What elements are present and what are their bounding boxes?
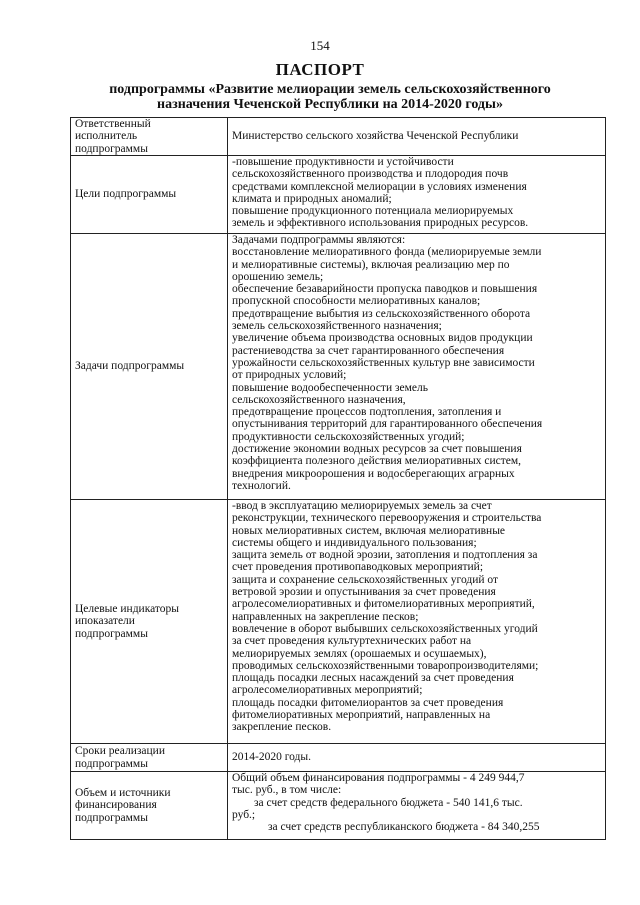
value-line: проводимых сельскохозяйственными товаропроизводителями; bbox=[232, 659, 539, 672]
table-row bbox=[71, 156, 606, 234]
row-label bbox=[71, 234, 228, 500]
table-row bbox=[71, 118, 606, 156]
value-line: орошению земель; bbox=[232, 270, 324, 283]
row-value bbox=[228, 500, 606, 744]
value-line: увеличение объема производства основных видов продукции bbox=[232, 332, 533, 345]
value-line: предотвращение выбытия из сельскохозяйственного оборота bbox=[232, 307, 531, 320]
label-line: Целевые индикаторы bbox=[75, 603, 180, 616]
row-value bbox=[228, 118, 606, 156]
label-line: подпрограммы bbox=[75, 142, 148, 155]
table-row bbox=[71, 234, 606, 500]
label-line: подпрограммы bbox=[75, 757, 148, 770]
value-line: достижение экономии водных ресурсов за счет повышения bbox=[232, 443, 522, 456]
label-line: Сроки реализации bbox=[75, 745, 165, 758]
subtitle-line: назначения Чеченской Республики на 2014-2020 годы» bbox=[157, 97, 503, 112]
value-line: за счет средств республиканского бюджета - 84 340,255 bbox=[268, 821, 540, 834]
label-line: финансирования bbox=[75, 799, 157, 812]
value-line: защита и сохранение сельскохозяйственных угодий от bbox=[232, 573, 499, 586]
value-line: вовлечение в оборот выбывших сельскохозяйственных угодий bbox=[232, 622, 538, 635]
label-line: подпрограммы bbox=[75, 811, 148, 824]
document-subtitle bbox=[60, 82, 600, 112]
value-line: Задачами подпрограммы являются: bbox=[232, 234, 406, 246]
value-line: реконструкции, технического перевооружения и строительства bbox=[232, 512, 542, 525]
value-line: от природных условий; bbox=[232, 369, 347, 382]
row-label bbox=[71, 118, 228, 156]
value-line: фитомелиоративных мероприятий, направленных на bbox=[232, 709, 491, 722]
value-line: предотвращение процессов подтопления, затопления и bbox=[232, 406, 502, 419]
value-line: средствами комплексной мелиорации в условиях изменения bbox=[232, 180, 527, 193]
document-title: ПАСПОРТ bbox=[275, 60, 365, 79]
label-line: Ответственный bbox=[75, 118, 151, 131]
row-label bbox=[71, 772, 228, 840]
label-line: Объем и источники bbox=[75, 787, 171, 800]
value-line: внедрения микроорошения и водосберегающих аграрных bbox=[232, 467, 515, 480]
row-value bbox=[228, 234, 606, 500]
value-line: 2014-2020 годы. bbox=[232, 751, 312, 764]
row-label bbox=[71, 156, 228, 234]
value-line: растениеводства за счет гарантированного обеспечения bbox=[232, 344, 505, 357]
value-line: счет проведения противопаводковых мероприятий; bbox=[232, 561, 484, 574]
label-line: Цели подпрограммы bbox=[75, 188, 177, 201]
value-line: агролесомелиоративных и фитомелиоративных мероприятий, bbox=[232, 598, 535, 611]
value-line: мелиорируемых землях (орошаемых и осушаемых), bbox=[232, 647, 487, 660]
value-line: защита земель от водной эрозии, затопления и подтопления за bbox=[232, 549, 538, 562]
label-line: исполнитель bbox=[75, 130, 138, 143]
value-line: технологий. bbox=[232, 479, 291, 492]
value-line: климата и природных аномалий; bbox=[232, 192, 392, 205]
value-line: -ввод в эксплуатацию мелиорируемых земель за счет bbox=[232, 500, 492, 512]
table-row bbox=[71, 744, 606, 772]
value-line: сельскохозяйственного производства и плодородия почв bbox=[232, 168, 509, 181]
row-label bbox=[71, 744, 228, 772]
value-line: Министерство сельского хозяйства Чеченской Республики bbox=[232, 130, 519, 143]
row-label bbox=[71, 500, 228, 744]
label-line: Задачи подпрограммы bbox=[75, 360, 185, 373]
table-row bbox=[71, 772, 606, 840]
label-line: ипоказатели bbox=[75, 615, 135, 628]
value-line: опустынивания территорий для гарантированного обеспечения bbox=[232, 418, 543, 431]
value-line: направленных на закрепление песков; bbox=[232, 610, 419, 623]
row-value bbox=[228, 744, 606, 772]
value-line: за счет проведения культуртехнических работ на bbox=[232, 635, 472, 648]
value-line: системы общего и индивидуального пользования; bbox=[232, 536, 477, 549]
value-line: ветровой эрозии и опустынивания за счет проведения bbox=[232, 586, 496, 599]
value-line: коэффициента полезного действия мелиоративных систем, bbox=[232, 455, 522, 468]
passport-table bbox=[70, 117, 606, 840]
value-line: агролесомелиоративных мероприятий; bbox=[232, 684, 423, 697]
value-line: Общий объем финансирования подпрограммы - 4 249 944,7 bbox=[232, 772, 525, 784]
value-line: восстановление мелиоративного фонда (мелиорируемые земли bbox=[232, 246, 542, 259]
value-line: тыс. руб., в том числе: bbox=[232, 784, 342, 797]
label-line: подпрограммы bbox=[75, 627, 148, 640]
value-line: руб.; bbox=[232, 808, 256, 821]
table-row bbox=[71, 500, 606, 744]
value-line: сельскохозяйственного назначения, bbox=[232, 393, 406, 406]
page-number: 154 bbox=[310, 38, 330, 53]
value-line: земель сельскохозяйственного назначения; bbox=[232, 320, 442, 333]
value-line: площадь посадки фитомелиорантов за счет проведения bbox=[232, 696, 504, 709]
value-line: пропускной способности мелиоративных каналов; bbox=[232, 295, 481, 308]
value-line: закрепление песков. bbox=[232, 721, 332, 734]
row-value bbox=[228, 156, 606, 234]
value-line: повышение продукционного потенциала мелиорируемых bbox=[232, 205, 514, 218]
value-line: повышение водообеспеченности земель bbox=[232, 381, 428, 394]
value-line: обеспечение безаварийности пропуска паводков и повышения bbox=[232, 283, 538, 296]
row-value bbox=[228, 772, 606, 840]
value-line: -повышение продуктивности и устойчивости bbox=[232, 156, 454, 168]
value-line: и мелиоративные системы), включая реализацию мер по bbox=[232, 258, 510, 271]
value-line: новых мелиоративных систем, включая мелиоративные bbox=[232, 524, 506, 537]
value-line: за счет средств федерального бюджета - 540 141,6 тыс. bbox=[254, 796, 523, 809]
subtitle-line: подпрограммы «Развитие мелиорации земель сельскохозяйственного bbox=[109, 82, 551, 97]
value-line: продуктивности сельскохозяйственных угодий; bbox=[232, 430, 465, 443]
value-line: площадь посадки лесных насаждений за счет проведения bbox=[232, 672, 514, 685]
value-line: урожайности сельскохозяйственных культур вне зависимости bbox=[232, 356, 535, 369]
value-line: земель и эффективного использования природных ресурсов. bbox=[232, 217, 529, 230]
